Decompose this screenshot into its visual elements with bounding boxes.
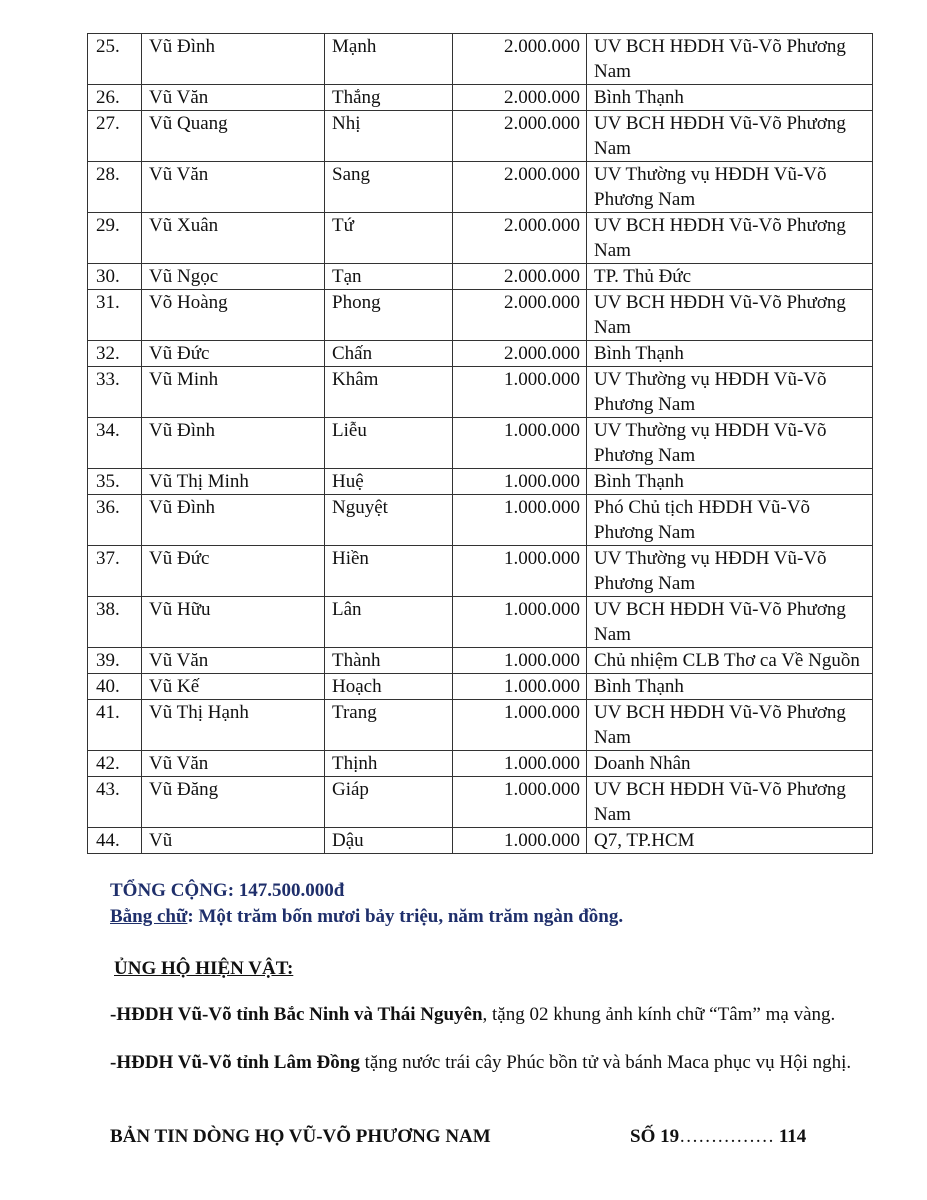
row-number-cell: 37. xyxy=(88,546,142,597)
donor-note-cell: UV Thường vụ HĐDH Vũ-Võ Phương Nam xyxy=(587,418,873,469)
row-number-cell: 30. xyxy=(88,264,142,290)
surname-middle-cell: Vũ Văn xyxy=(142,648,325,674)
given-name-cell: Tứ xyxy=(325,213,453,264)
donation-amount-cell: 1.000.000 xyxy=(453,469,587,495)
in-kind-title: ỦNG HỘ HIỆN VẬT: xyxy=(114,958,294,979)
bulletin-name: BẢN TIN DÒNG HỌ VŨ-VÕ PHƯƠNG NAM xyxy=(110,1126,491,1147)
surname-middle-cell: Võ Hoàng xyxy=(142,290,325,341)
row-number-cell: 28. xyxy=(88,162,142,213)
given-name-cell: Thành xyxy=(325,648,453,674)
table-row xyxy=(88,828,873,854)
donor-note-cell: Doanh Nhân xyxy=(587,751,873,777)
donor-note-cell: Bình Thạnh xyxy=(587,469,873,495)
row-number-cell: 34. xyxy=(88,418,142,469)
table-row xyxy=(88,546,873,597)
row-number-cell: 39. xyxy=(88,648,142,674)
table-row xyxy=(88,264,873,290)
donor-note-cell: Bình Thạnh xyxy=(587,674,873,700)
donation-amount-cell: 2.000.000 xyxy=(453,341,587,367)
table-row xyxy=(88,290,873,341)
table-row xyxy=(88,367,873,418)
donation-amount-cell: 2.000.000 xyxy=(453,290,587,341)
row-number-cell: 33. xyxy=(88,367,142,418)
table-row xyxy=(88,648,873,674)
donation-amount-cell: 2.000.000 xyxy=(453,34,587,85)
table-row xyxy=(88,341,873,367)
given-name-cell: Hoạch xyxy=(325,674,453,700)
given-name-cell: Chấn xyxy=(325,341,453,367)
given-name-cell: Tạn xyxy=(325,264,453,290)
in-kind-donor: -HĐDH Vũ-Võ tỉnh Bắc Ninh và Thái Nguyên xyxy=(110,1004,483,1025)
given-name-cell: Hiền xyxy=(325,546,453,597)
surname-middle-cell: Vũ Ngọc xyxy=(142,264,325,290)
given-name-cell: Trang xyxy=(325,700,453,751)
donation-amount-cell: 1.000.000 xyxy=(453,700,587,751)
surname-middle-cell: Vũ Xuân xyxy=(142,213,325,264)
surname-middle-cell: Vũ Minh xyxy=(142,367,325,418)
table-row xyxy=(88,597,873,648)
leader-dots: …………… xyxy=(679,1126,775,1147)
surname-middle-cell: Vũ Văn xyxy=(142,751,325,777)
surname-middle-cell: Vũ Quang xyxy=(142,111,325,162)
given-name-cell: Phong xyxy=(325,290,453,341)
donor-note-cell: UV Thường vụ HĐDH Vũ-Võ Phương Nam xyxy=(587,367,873,418)
donor-note-cell: TP. Thủ Đức xyxy=(587,264,873,290)
donation-amount-cell: 1.000.000 xyxy=(453,648,587,674)
donor-note-cell: UV BCH HĐDH Vũ-Võ Phương Nam xyxy=(587,213,873,264)
row-number-cell: 43. xyxy=(88,777,142,828)
surname-middle-cell: Vũ Hữu xyxy=(142,597,325,648)
surname-middle-cell: Vũ Đức xyxy=(142,341,325,367)
table-row xyxy=(88,418,873,469)
table-row xyxy=(88,674,873,700)
surname-middle-cell: Vũ Đình xyxy=(142,418,325,469)
row-number-cell: 36. xyxy=(88,495,142,546)
surname-middle-cell: Vũ Văn xyxy=(142,85,325,111)
in-words-text: : Một trăm bốn mươi bảy triệu, năm trăm ngàn đồng. xyxy=(187,906,624,927)
donation-amount-cell: 1.000.000 xyxy=(453,546,587,597)
table-row xyxy=(88,469,873,495)
table-row xyxy=(88,213,873,264)
donation-amount-cell: 2.000.000 xyxy=(453,213,587,264)
row-number-cell: 29. xyxy=(88,213,142,264)
donation-amount-cell: 2.000.000 xyxy=(453,264,587,290)
donor-note-cell: Bình Thạnh xyxy=(587,85,873,111)
row-number-cell: 44. xyxy=(88,828,142,854)
donation-amount-cell: 1.000.000 xyxy=(453,418,587,469)
given-name-cell: Khâm xyxy=(325,367,453,418)
donation-amount-cell: 1.000.000 xyxy=(453,674,587,700)
given-name-cell: Liễu xyxy=(325,418,453,469)
donor-note-cell: Phó Chủ tịch HĐDH Vũ-Võ Phương Nam xyxy=(587,495,873,546)
table-row xyxy=(88,162,873,213)
donation-amount-cell: 1.000.000 xyxy=(453,367,587,418)
given-name-cell: Dậu xyxy=(325,828,453,854)
row-number-cell: 35. xyxy=(88,469,142,495)
given-name-cell: Mạnh xyxy=(325,34,453,85)
in-words-label: Bằng chữ xyxy=(110,906,188,927)
row-number-cell: 42. xyxy=(88,751,142,777)
given-name-cell: Lân xyxy=(325,597,453,648)
table-row xyxy=(88,34,873,85)
given-name-cell: Giáp xyxy=(325,777,453,828)
donor-note-cell: UV Thường vụ HĐDH Vũ-Võ Phương Nam xyxy=(587,162,873,213)
donor-note-cell: Q7, TP.HCM xyxy=(587,828,873,854)
row-number-cell: 32. xyxy=(88,341,142,367)
donation-amount-cell: 1.000.000 xyxy=(453,751,587,777)
given-name-cell: Nhị xyxy=(325,111,453,162)
surname-middle-cell: Vũ Đình xyxy=(142,34,325,85)
donor-note-cell: Bình Thạnh xyxy=(587,341,873,367)
issue-and-page xyxy=(630,1124,806,1149)
table-row xyxy=(88,495,873,546)
donor-note-cell: UV BCH HĐDH Vũ-Võ Phương Nam xyxy=(587,111,873,162)
donor-note-cell: UV BCH HĐDH Vũ-Võ Phương Nam xyxy=(587,290,873,341)
surname-middle-cell: Vũ Đức xyxy=(142,546,325,597)
donation-amount-cell: 2.000.000 xyxy=(453,111,587,162)
surname-middle-cell: Vũ xyxy=(142,828,325,854)
table-row xyxy=(88,777,873,828)
given-name-cell: Thắng xyxy=(325,85,453,111)
donor-note-cell: UV BCH HĐDH Vũ-Võ Phương Nam xyxy=(587,597,873,648)
row-number-cell: 38. xyxy=(88,597,142,648)
donor-note-cell: Chủ nhiệm CLB Thơ ca Về Nguồn xyxy=(587,648,873,674)
surname-middle-cell: Vũ Kế xyxy=(142,674,325,700)
donation-amount-cell: 1.000.000 xyxy=(453,828,587,854)
in-kind-item xyxy=(110,1002,860,1027)
donor-note-cell: UV BCH HĐDH Vũ-Võ Phương Nam xyxy=(587,777,873,828)
page-footer xyxy=(110,1124,830,1149)
table-row xyxy=(88,700,873,751)
row-number-cell: 31. xyxy=(88,290,142,341)
surname-middle-cell: Vũ Đăng xyxy=(142,777,325,828)
surname-middle-cell: Vũ Thị Minh xyxy=(142,469,325,495)
row-number-cell: 40. xyxy=(88,674,142,700)
row-number-cell: 41. xyxy=(88,700,142,751)
issue-number: SỐ 19 xyxy=(630,1126,680,1147)
donation-amount-cell: 1.000.000 xyxy=(453,495,587,546)
total-amount: TỔNG CỘNG: 147.500.000đ xyxy=(110,880,345,901)
given-name-cell: Nguyệt xyxy=(325,495,453,546)
donation-amount-cell: 1.000.000 xyxy=(453,777,587,828)
row-number-cell: 26. xyxy=(88,85,142,111)
donation-amount-cell: 1.000.000 xyxy=(453,597,587,648)
donor-table xyxy=(87,33,873,854)
table-row xyxy=(88,751,873,777)
donor-note-cell: UV BCH HĐDH Vũ-Võ Phương Nam xyxy=(587,700,873,751)
given-name-cell: Sang xyxy=(325,162,453,213)
table-row xyxy=(88,85,873,111)
donor-table-body xyxy=(88,34,873,854)
in-kind-text: tặng nước trái cây Phúc bồn tử và bánh Maca phục vụ Hội nghị. xyxy=(359,1052,852,1073)
row-number-cell: 25. xyxy=(88,34,142,85)
page-number: 114 xyxy=(778,1126,807,1147)
in-kind-text: , tặng 02 khung ảnh kính chữ “Tâm” mạ vàng. xyxy=(482,1004,836,1025)
donation-amount-cell: 2.000.000 xyxy=(453,162,587,213)
surname-middle-cell: Vũ Văn xyxy=(142,162,325,213)
total-in-words xyxy=(110,904,623,929)
table-row xyxy=(88,111,873,162)
in-kind-donor: -HĐDH Vũ-Võ tỉnh Lâm Đồng xyxy=(110,1052,360,1073)
donor-note-cell: UV BCH HĐDH Vũ-Võ Phương Nam xyxy=(587,34,873,85)
surname-middle-cell: Vũ Thị Hạnh xyxy=(142,700,325,751)
surname-middle-cell: Vũ Đình xyxy=(142,495,325,546)
given-name-cell: Thịnh xyxy=(325,751,453,777)
donor-note-cell: UV Thường vụ HĐDH Vũ-Võ Phương Nam xyxy=(587,546,873,597)
given-name-cell: Huệ xyxy=(325,469,453,495)
in-kind-item xyxy=(110,1050,860,1075)
donation-amount-cell: 2.000.000 xyxy=(453,85,587,111)
row-number-cell: 27. xyxy=(88,111,142,162)
